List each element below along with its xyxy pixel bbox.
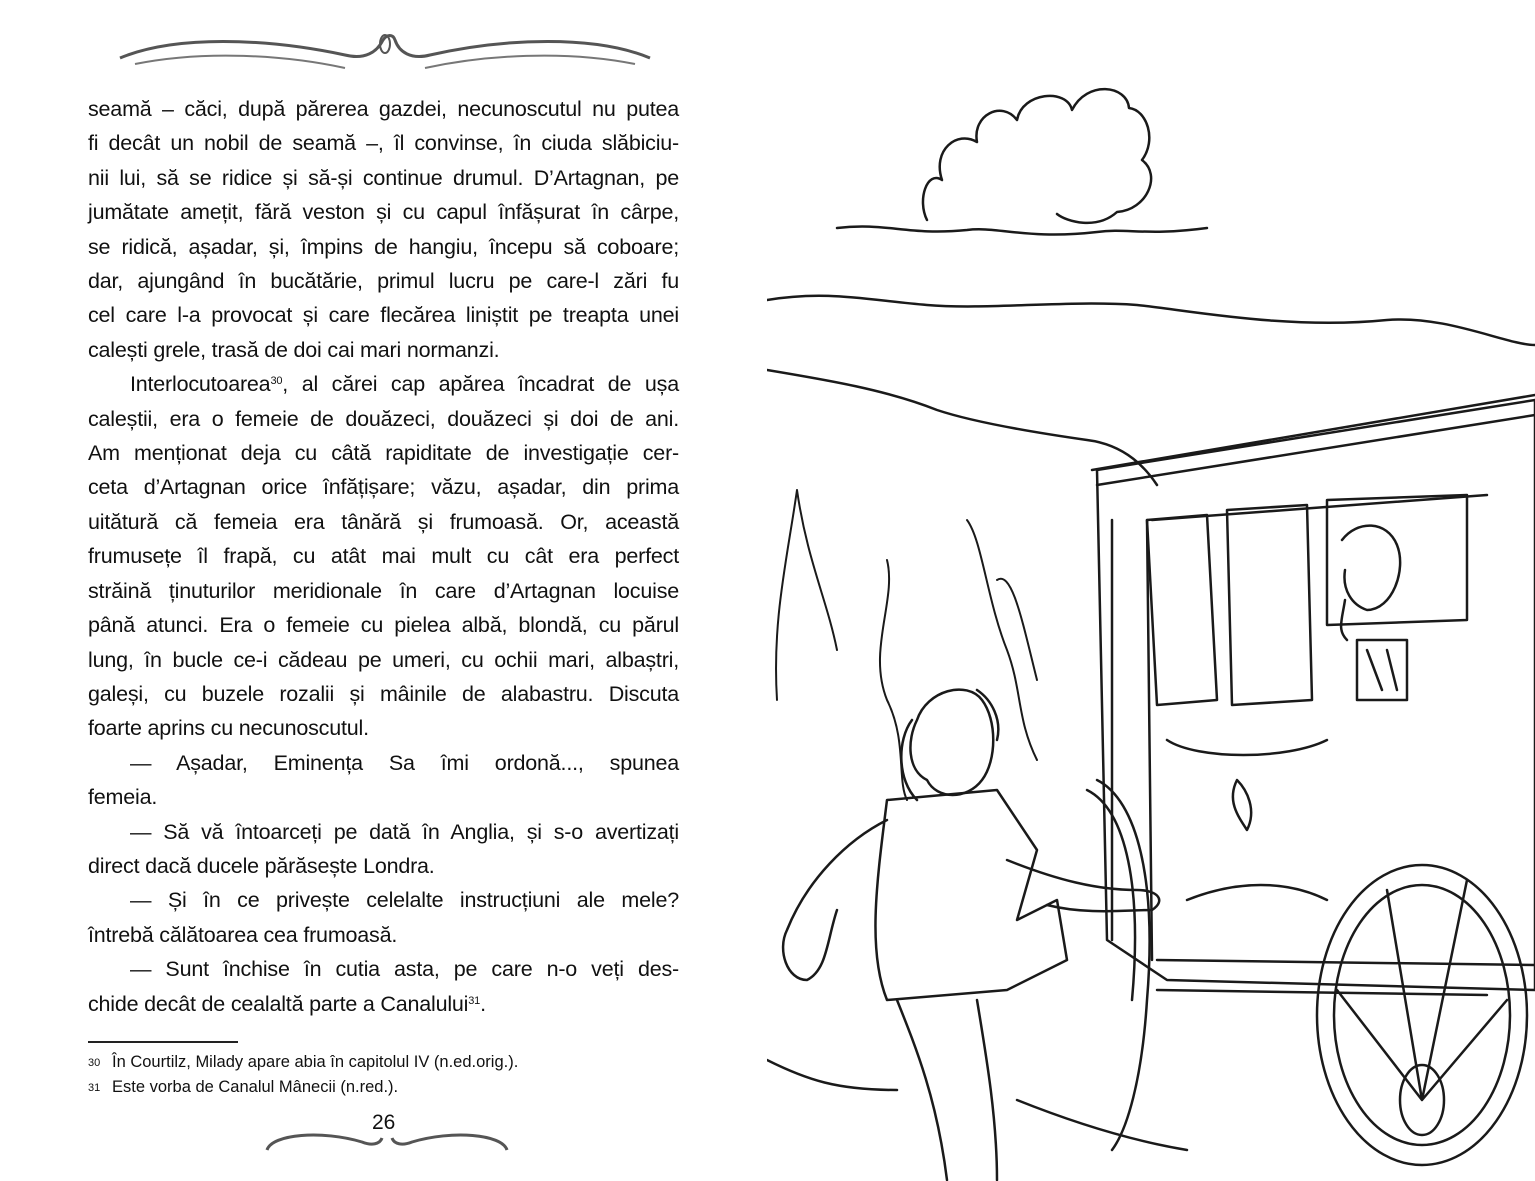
text-line: [88, 367, 679, 401]
text-fragment: cel care l-a provocat și care flecărea liniștit pe treapta unei: [88, 303, 679, 328]
text-fragment: femeia.: [88, 785, 158, 810]
text-fragment: nii lui, să se ridice și să-și continue drumul. D’Artagnan, pe: [88, 165, 679, 190]
text-line: [88, 746, 679, 780]
text-fragment: caleștii, era o femeie de douăzeci, douăzeci și doi de ani.: [88, 406, 679, 431]
text-line: [88, 643, 679, 677]
text-fragment: galeși, cu buzele rozalii și mâinile de alabastru. Discuta: [88, 681, 679, 706]
text-line: [88, 608, 679, 642]
text-line: [88, 264, 679, 298]
text-line: [88, 436, 679, 470]
footnote: [88, 1075, 518, 1100]
text-line: [88, 195, 679, 229]
body-text: [88, 92, 679, 1021]
cloud-drawing: [837, 89, 1207, 234]
text-fragment: calești grele, trasă de doi cai mari normanzi.: [88, 337, 500, 362]
text-fragment: — Să vă întoarceți pe dată în Anglia, și s-o avertizați: [130, 819, 679, 844]
text-fragment: foarte aprins cu necunoscutul.: [88, 716, 369, 741]
trees: [776, 490, 1037, 800]
text-fragment: străină ținuturilor meridionale în care d’Artagnan locuise: [88, 578, 679, 603]
text-line: [88, 92, 679, 126]
text-line: [88, 711, 679, 745]
text-line: [88, 780, 679, 814]
text-fragment: — Sunt închise în cutia asta, pe care n-o veți des-: [130, 957, 679, 982]
text-line: [88, 815, 679, 849]
text-fragment: jumătate amețit, fără veston și cu capul înfășurat în cârpe,: [88, 200, 679, 225]
text-fragment: chide decât de cealaltă parte a Canalului: [88, 991, 469, 1016]
text-fragment: Interlocutoarea: [130, 372, 271, 397]
text-line: [88, 505, 679, 539]
carriage-illustration: [767, 0, 1535, 1181]
footnotes: [88, 1050, 518, 1100]
text-fragment: Am menționat deja cu câtă rapiditate de investigație cer-: [88, 441, 679, 466]
musketeer-figure: [767, 690, 1187, 1180]
text-line: [88, 849, 679, 883]
text-line: [88, 987, 679, 1021]
text-fragment: — Așadar, Eminența Sa îmi ordonă..., spunea: [130, 750, 679, 775]
text-line: [88, 333, 679, 367]
footnote-number: 31: [88, 1082, 101, 1094]
text-line: [88, 574, 679, 608]
top-ornament: [115, 30, 655, 75]
sky-lines: [767, 296, 1535, 485]
text-fragment: se ridică, așadar, și, împins de hangiu, începu să coboare;: [88, 234, 679, 259]
left-page: [0, 0, 767, 1181]
footnote: [88, 1050, 518, 1075]
text-fragment: dar, ajungând în bucătărie, primul lucru pe care-l zări fu: [88, 269, 679, 294]
text-line: [88, 677, 679, 711]
text-line: [88, 230, 679, 264]
footnote-reference: 30: [270, 375, 283, 388]
text-fragment: ceta d’Artagnan orice înfățișare; văzu, așadar, din prima: [88, 475, 679, 500]
text-line: [88, 161, 679, 195]
text-fragment: lung, în bucle ce-i cădeau pe umeri, cu ochii mari, albaștri,: [88, 647, 679, 672]
footnote-separator: [88, 1041, 238, 1043]
text-line: [88, 883, 679, 917]
footnote-text: În Courtilz, Milady apare abia în capitolul IV (n.ed.orig.).: [112, 1053, 519, 1071]
text-line: [88, 539, 679, 573]
text-fragment: frumusețe îl frapă, cu atât mai mult cu cât era perfect: [88, 544, 679, 569]
text-fragment: fi decât un nobil de seamă –, îl convinse, în ciuda slăbiciu-: [88, 131, 679, 156]
text-line: [88, 952, 679, 986]
text-fragment: până atunci. Era o femeie cu pielea albă, blondă, cu părul: [88, 613, 679, 638]
text-fragment: .: [480, 991, 486, 1016]
text-fragment: întrebă călătoarea cea frumoasă.: [88, 922, 398, 947]
text-line: [88, 298, 679, 332]
footnote-reference: 31: [468, 994, 481, 1007]
footnote-number: 30: [88, 1057, 101, 1069]
bottom-ornament: [262, 1122, 512, 1156]
page-number: 26: [372, 1111, 396, 1134]
wheel: [1087, 780, 1527, 1165]
text-line: [88, 126, 679, 160]
text-fragment: , al cărei cap apărea încadrat de ușa: [282, 372, 679, 397]
text-fragment: seamă – căci, după părerea gazdei, necunoscutul nu putea: [88, 97, 679, 121]
footnote-text: Este vorba de Canalul Mânecii (n.red.).: [112, 1078, 399, 1096]
text-line: [88, 470, 679, 504]
text-line: [88, 918, 679, 952]
text-fragment: — Și în ce privește celelalte instrucțiuni ale mele?: [130, 888, 679, 913]
text-fragment: uitătură că femeia era tânără și frumoasă. Or, această: [88, 509, 679, 534]
text-fragment: direct dacă ducele părăsește Londra.: [88, 853, 435, 878]
text-line: [88, 402, 679, 436]
